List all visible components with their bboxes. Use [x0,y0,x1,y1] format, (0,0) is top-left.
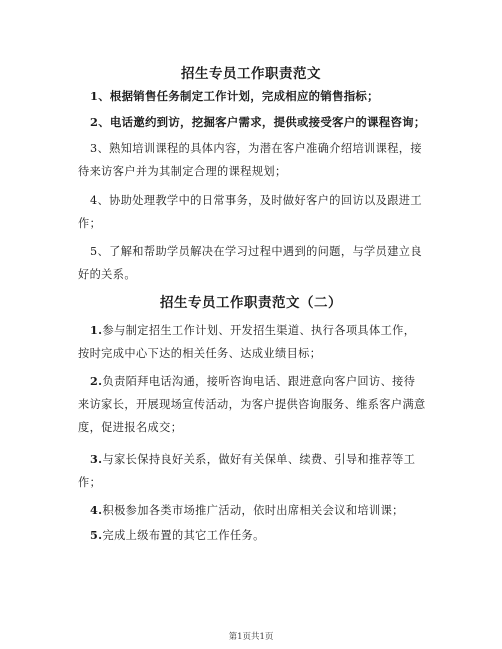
section2-item-5 [78,524,426,547]
section2-item-1 [78,319,426,365]
item-number: 2. [90,374,103,388]
section1-item-2: 2、电话邀约到访，挖掘客户需求，提供或接受客户的课程咨询； [90,115,426,129]
item-number: 1. [90,323,103,337]
item-number: 5. [90,528,103,542]
section1-item-1: 1、根据销售任务制定工作计划，完成相应的销售指标； [90,89,379,103]
item-text: 参与制定招生工作计划、开发招生渠道、执行各项具体工作，按时完成中心下达的相关任务、达成业绩目标； [78,324,416,360]
section1-item-5: 5、了解和帮助学员解决在学习过程中遇到的问题，与学员建立良好的关系。 [78,245,422,281]
section1-title: 招生专员工作职责范文 [181,66,321,82]
section2-item-2 [78,370,426,439]
item-number: 3. [90,452,103,466]
section2-title: 招生专员工作职责范文（二） [160,295,342,311]
item-text: 积极参加各类市场推广活动，依时出席相关会议和培训课； [102,504,404,517]
item-text: 完成上级布置的其它工作任务。 [102,529,265,542]
page-footer: 第1页共1页 [228,632,274,642]
section1-item-3: 3、熟知培训课程的具体内容，为潜在客户准确介绍培训课程，接待来访客户并为其制定合理的课程规划； [78,142,422,178]
section2-item-3 [78,448,426,494]
section1-item-4: 4、协助处理教学中的日常事务，及时做好客户的回访以及跟进工作； [78,194,422,230]
item-number: 4. [90,503,103,517]
item-text: 负责陌拜电话沟通，接听咨询电话、跟进意向客户回访、接待来访家长，开展现场宣传活动，为客户提供咨询服务、维系客户满意度，促进报名成交； [78,375,426,434]
item-text: 与家长保持良好关系，做好有关保单、续费、引导和推荐等工作； [78,453,416,489]
section2-item-4 [78,499,426,522]
